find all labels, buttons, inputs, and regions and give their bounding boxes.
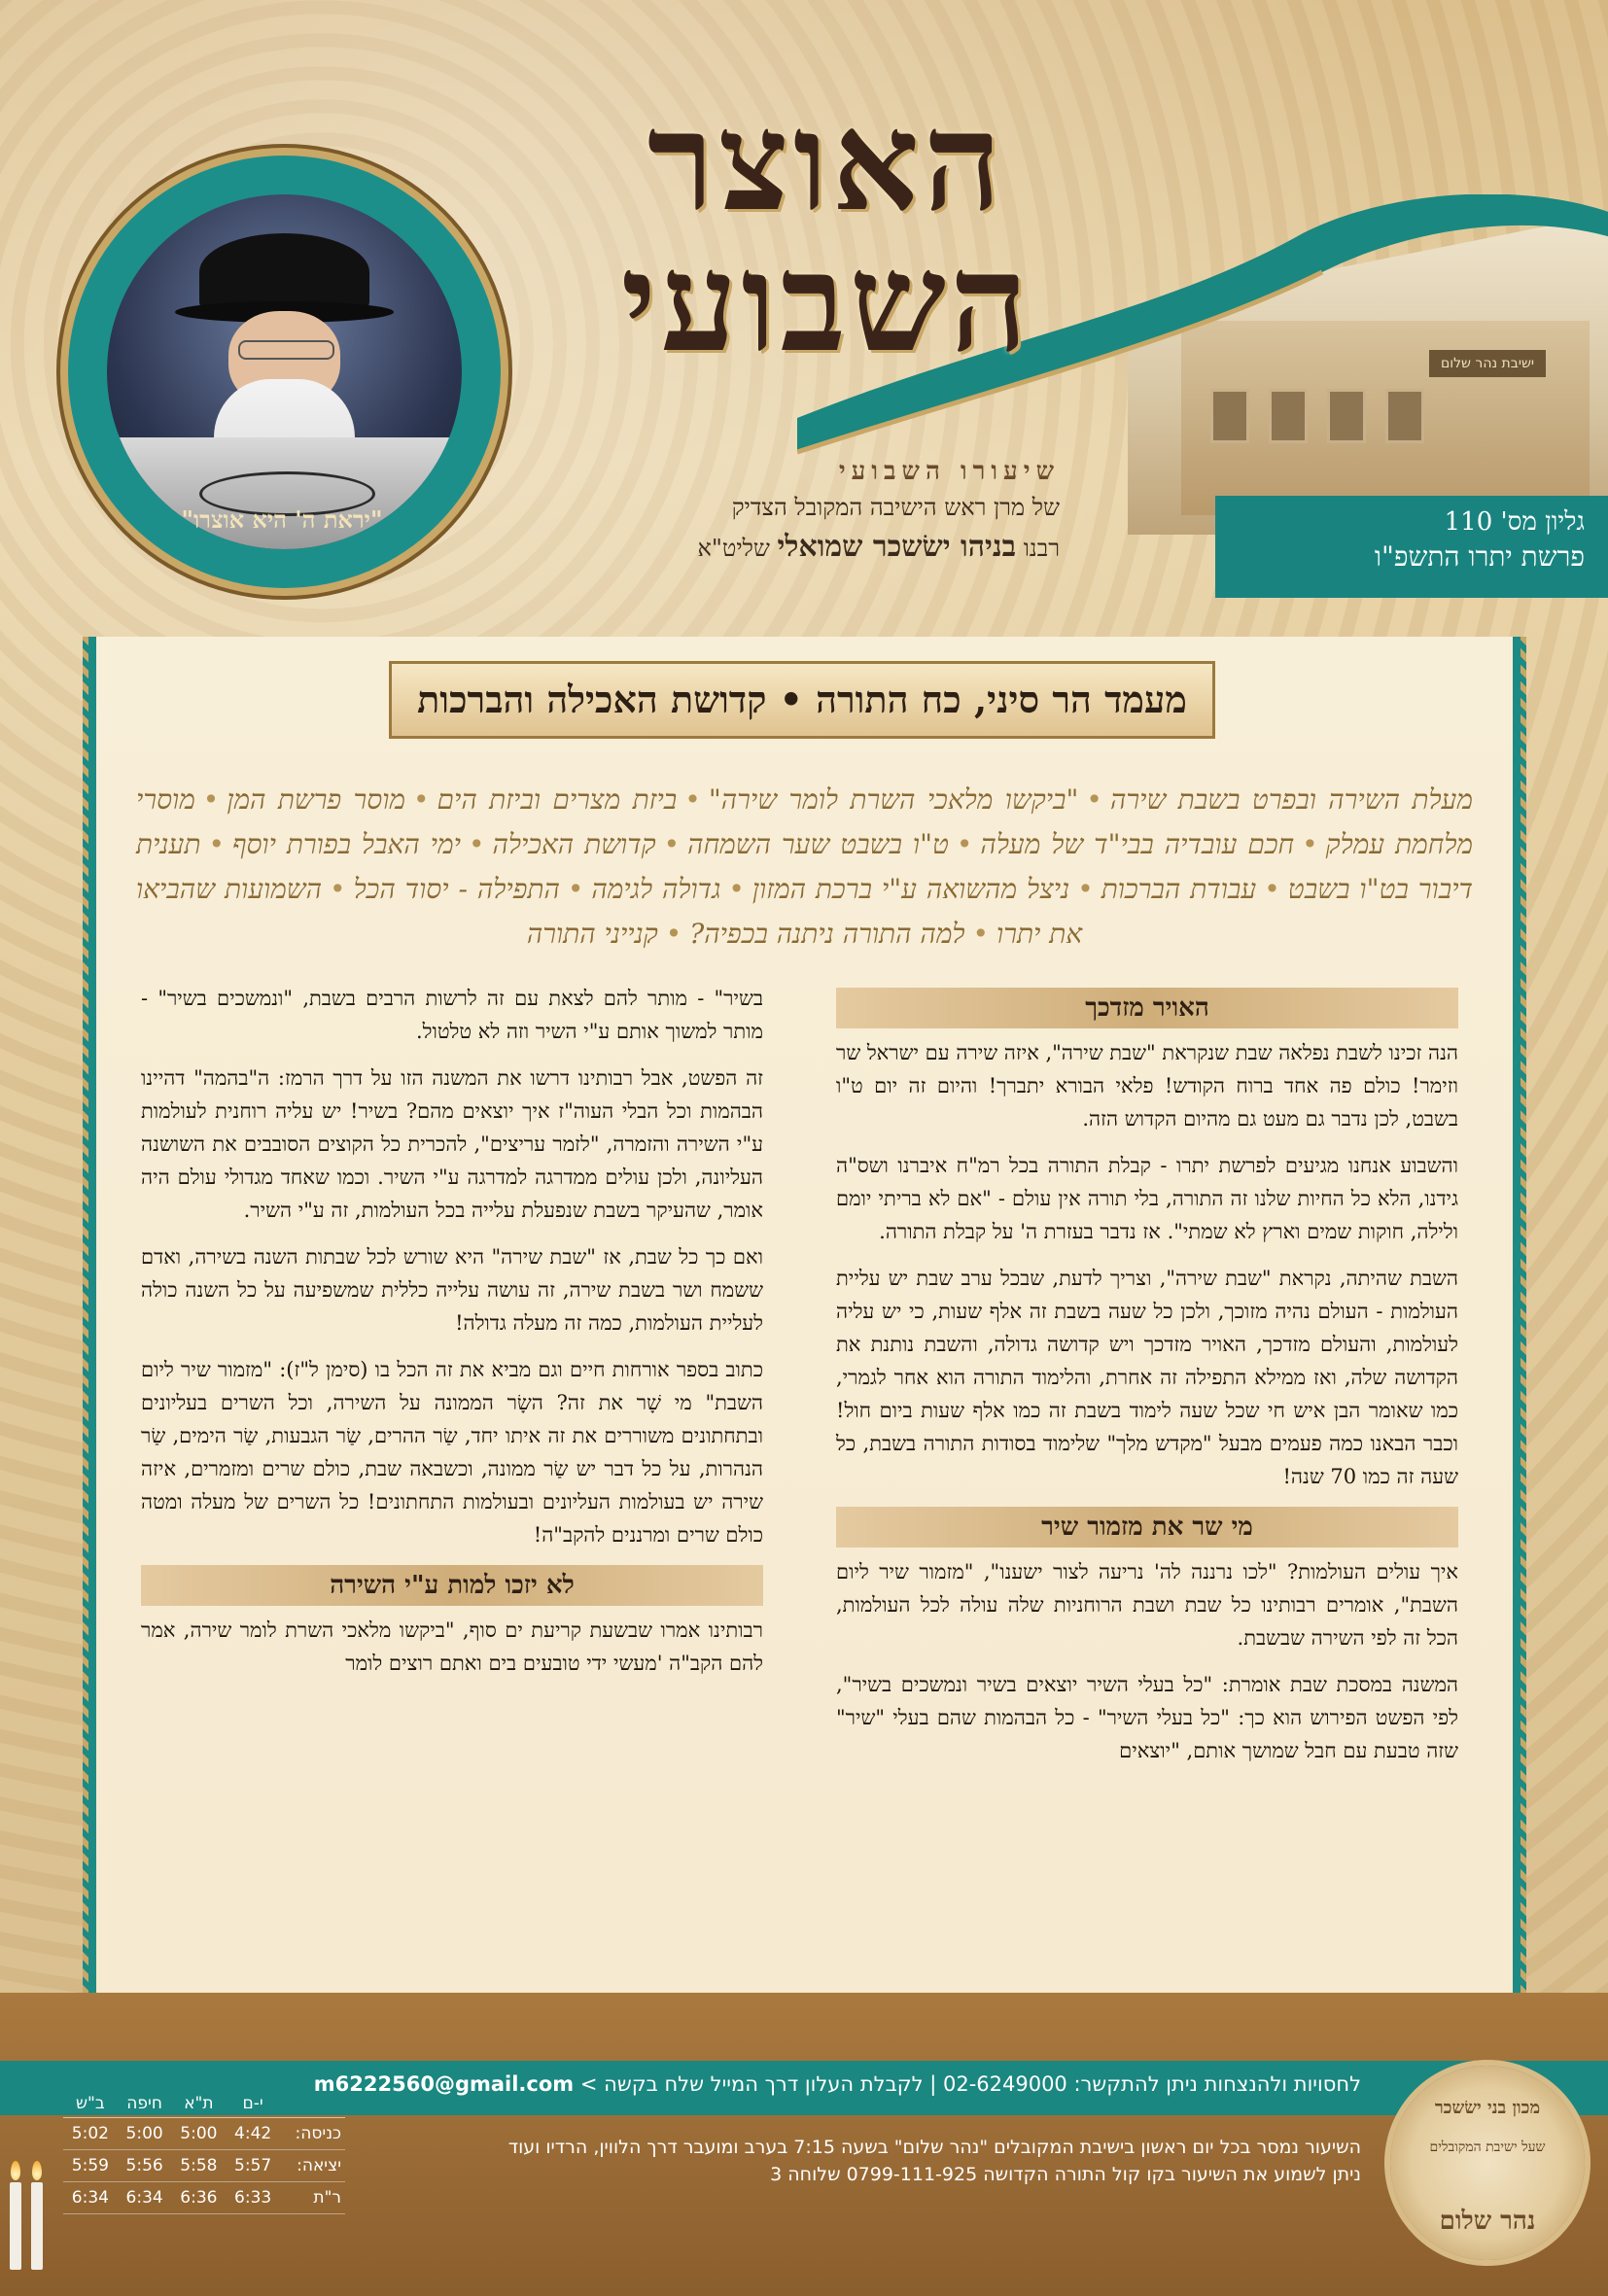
masthead-title <box>544 83 1108 383</box>
topic-item: קנייני התורה <box>526 918 658 950</box>
time-cell: 5:02 <box>63 2118 118 2150</box>
time-cell: 5:58 <box>172 2150 227 2182</box>
times-row-label: יציאה: <box>280 2150 345 2182</box>
topic-separator: • <box>208 828 225 860</box>
topic-item: ימי האבל בפורת יוסף <box>231 828 461 860</box>
section-heading: האויר מזדכך <box>836 988 1458 1028</box>
title-line-1: האוצר <box>647 83 1006 242</box>
rabbi-portrait-photo <box>107 194 462 549</box>
topic-separator: • <box>1264 873 1280 905</box>
seal-bottom-text: נהר שלום <box>1439 2207 1536 2236</box>
rabbi-prefix: רבנו <box>1023 535 1060 562</box>
flame-shape <box>32 2161 42 2180</box>
topic-separator: • <box>665 918 682 950</box>
paragraph: והשבוע אנחנו מגיעים לפרשת יתרו - קבלת התורה בכל רמ"ח איברנו ושס"ה גידנו, הלא כל החיות שלנו זה התורה, בלי תורה אין עולם - "אם לא בריתי יומם ולילה, חוקות שמים וארץ לא שמתי". אז נדבר בעזרת ה' על קבלת התורה. <box>836 1154 1458 1243</box>
section-heading: מי שר את מזמור שיר <box>836 1507 1458 1548</box>
paragraph: איך עולים העולמות? "לכו נרננה לה' נריעה לצור ישענו", "מזמור שיר ליום השבת", אומרים רבותינו כל שבת ושבת הרוחניות שלה עולה לכל העולמות, הכל זה לפי השירה שבשבת. <box>836 1560 1458 1650</box>
times-column-header: ת"א <box>172 2090 227 2118</box>
paragraph: ואם כך כל שבת, אז "שבת שירה" היא שורש לכל שבתות השנה בשירה, ואדם ששמח ושר בשבת שירה, זה עושה עלייה כללית שמשפיעה על כל השנה כולה לעליית העולמות, כמה זה מעלה גדולה! <box>141 1245 763 1335</box>
glasses-shape <box>238 340 334 360</box>
topic-item: ביזת מצרים וביזת הים <box>437 783 678 816</box>
footer-note-line-1: השיעור נמסר בכל יום ראשון בישיבת המקובלים "נהר שלום" בשעה 7:15 בערב ומועבר דרך הלווין, הרדיו ועוד <box>507 2137 1361 2158</box>
topic-item: גדולה לגימה <box>591 873 721 905</box>
shabbat-times-table <box>63 2090 345 2214</box>
subtitle-block <box>554 457 1060 564</box>
candle-shape <box>31 2182 43 2270</box>
topic-item: קדושת האכילה <box>492 828 656 860</box>
time-cell: 5:57 <box>226 2150 280 2182</box>
shabbat-candles-icon <box>0 2114 53 2289</box>
times-column-header: ב"ש <box>63 2090 118 2118</box>
times-row <box>63 2150 345 2182</box>
time-cell: 5:00 <box>118 2118 172 2150</box>
times-body <box>63 2118 345 2214</box>
time-cell: 4:42 <box>226 2118 280 2150</box>
topic-separator: • <box>468 828 485 860</box>
time-cell: 6:34 <box>118 2182 172 2214</box>
topic-separator: • <box>1086 783 1102 816</box>
rabbi-name: בניהו ישׂשכר שמואלי <box>777 530 1017 564</box>
topic-separator: • <box>567 873 584 905</box>
footer-note <box>350 2134 1361 2188</box>
issue-box <box>1215 496 1608 598</box>
rabbi-suffix: שליט"א <box>697 535 770 562</box>
topics-list <box>136 778 1473 957</box>
paragraph: בשיר" - מותר להם לצאת עם זה לרשות הרבים בשבת, "ונמשכים בשיר" - מותר למשוך אותם ע"י השיר וזה לא טלטול. <box>141 987 763 1043</box>
topic-separator: • <box>972 918 990 950</box>
topic-item: "ביקשו מלאכי השרת לומר שירה" <box>708 783 1079 816</box>
topic-item: עבודת הברכות <box>1101 873 1257 905</box>
time-cell: 6:33 <box>226 2182 280 2214</box>
topic-separator: • <box>1302 828 1318 860</box>
topic-separator: • <box>728 873 745 905</box>
subtitle-line-1: של מרן ראש הישיבה המקובל הצדיק <box>731 494 1060 521</box>
times-row <box>63 2118 345 2150</box>
parasha-name: פרשת יתרו התשפ"ו <box>1374 540 1585 573</box>
topic-item: ט"ו בשבט שער השמחה <box>687 828 949 860</box>
topic-separator: • <box>684 783 701 816</box>
topic-item: השמועות שהביאו את יתרו <box>136 873 1083 950</box>
topic-separator: • <box>330 873 346 905</box>
candle-shape <box>10 2182 21 2270</box>
topic-separator: • <box>1077 873 1094 905</box>
times-row-label: ר"ת <box>280 2182 345 2214</box>
topic-item: מוסר פרשת המן <box>227 783 405 816</box>
paragraph: השבת שהיתה, נקראת "שבת שירה", וצריך לדעת, שבכל ערב שבת יש עליית העולמות - העולם נהיה מזוכך, ולכן כל שעה בשבת זה אלף שעות, כי יש עליה לעולמות, והעולם מזדכך, האויר מזדכך ויש קדושה גדולה, והשבת נותנת את הקדושה שלה, ואז ממילא התפילה זה אחרת, והלימוד התורה הוא אחר לגמרי, כמו שאומר הבן איש חי שכל שעה לימוד בשבת זה כמו אלף שעות ביום חול! וכבר הבאנו כמה פעמים מבעל "מקדש מלך" שלימוד בסודות התורה בשבת, כל שעה זה כמו 70 שנה! <box>836 1267 1458 1488</box>
right-column <box>836 982 1458 1781</box>
topic-separator: • <box>202 783 220 816</box>
times-row-label: כניסה: <box>280 2118 345 2150</box>
contact-prefix: לחסויות ולהנצחות ניתן להתקשר: 02-6249000 | לקבלת העלון דרך המייל שלח בקשה > <box>579 2072 1361 2096</box>
topic-item: תענית דיבור בט"ו בשבט <box>136 828 1474 905</box>
topic-item: התפילה - יסוד הכל <box>353 873 560 905</box>
building-sign: ישיבת נהר שלום <box>1429 350 1546 377</box>
left-column <box>141 982 763 1693</box>
contact-text <box>292 2072 1361 2096</box>
hat-shape <box>199 233 369 311</box>
issue-number: גליון מס' 110 <box>1444 507 1585 537</box>
times-row <box>63 2182 345 2214</box>
times-header-row <box>63 2090 345 2118</box>
topic-separator: • <box>412 783 430 816</box>
subtitle-line-2 <box>554 530 1060 564</box>
topic-item: ניצל מהשואה ע"י ברכת המזון <box>752 873 1070 905</box>
paragraph: הנה זכינו לשבת נפלאה שבת שנקראת "שבת שירה", איזה שירה עם ישראל שר וזימר! כולם פה אחד ברוח הקודש! פלאי הבורא יתברך! והיום זה יום ט"ו בשבט, לכן נדבר גם מעט גם מהיום הקדוש הזה. <box>836 1041 1458 1131</box>
time-cell: 6:34 <box>63 2182 118 2214</box>
times-column-header <box>280 2090 345 2118</box>
contact-email-link[interactable]: m6222560@gmail.com <box>313 2072 575 2096</box>
paragraph: המשנה במסכת שבת אומרת: "כל בעלי השיר יוצאים בשיר ונמשכים בשיר", לפי הפשט הפירוש הוא כך: "כל בעלי השיר" - כל הבהמות שהם בעלי "שיר" שזה טבעת עם חבל שמושך אותם, "יוצאים <box>836 1673 1458 1762</box>
footer-note-line-2: ניתן לשמוע את השיעור בקו קול התורה הקדושה 0799-111-925 שלוחה 3 <box>770 2164 1361 2185</box>
main-title: מעמד הר סיני, כח התורה • קדושת האכילה והברכות <box>389 661 1215 739</box>
times-column-header: י-ם <box>226 2090 280 2118</box>
header <box>0 0 1608 622</box>
series-name: שיעורו השבועי <box>838 457 1060 486</box>
topic-separator: • <box>956 828 973 860</box>
flame-shape <box>11 2161 20 2180</box>
topic-item: למה התורה ניתנה בכפיה? <box>689 918 965 950</box>
topic-item: מוסרי מלחמת עמלק <box>136 783 1474 860</box>
paragraph: רבותינו אמרו שבשעת קריעת ים סוף, "ביקשו מלאכי השרת לומר שירה, אמר להם הקב"ה 'מעשי ידי טובעים בים ואתם רוצים לומר <box>141 1618 763 1675</box>
topic-item: מעלת השירה ובפרט בשבת שירה <box>1109 783 1474 816</box>
paragraph: זה הפשט, אבל רבותינו דרשו את המשנה הזו על דרך הרמז: ה"בהמה" דהיינו הבהמות וכל הבלי העוה"ז איך יוצאים מהם? בשיר! יש עליה רוחנית לעולמות ע"י השירה והזמרה, "לזמר עריצים", להכרית כל הקוצים הסובבים את השושנה העליונה, ולכן עולים ממדרגה למדרגה ע"י השיר. וכמו שאחד מגדולי עולם היה אומר, שהעיקר בשבת שנפעלת עלייה בכל העולמות, זה ע"י השיר. <box>141 1066 763 1222</box>
time-cell: 5:59 <box>63 2150 118 2182</box>
section-heading: לא יזכו למות ע"י השירה <box>141 1565 763 1606</box>
times-column-header: חיפה <box>118 2090 172 2118</box>
topic-item: חכם עובדיה בבי"ד של מעלה <box>980 828 1295 860</box>
seal-top-text: מכון בני ישׂשכר <box>1434 2098 1541 2118</box>
portrait-ring-text: "יראת ה' היא אוצרו" <box>181 505 383 534</box>
time-cell: 5:00 <box>172 2118 227 2150</box>
topic-separator: • <box>663 828 681 860</box>
paragraph: כתוב בספר אורחות חיים וגם מביא את זה הכל בו (סימן ל"ז): "מזמור שיר ליום השבת" מי שָׁר את זה? השָׂר הממונה על השירה, וכל השרים בעליונים ובתחתונים משוררים את זה איתו יחד, שַׂר ההרים, שַׂר הגבעות, שַׂר הימים, שַׂר הנהרות, על כל דבר יש שַׂר ממונה, וכשבאה שבת, כולם שרים ומזמרים, איזה שירה יש בעולמות העליונים ובעולמות התחתונים! כל השרים של מעלה ומטה כולם שרים ומרננים להקב"ה! <box>141 1358 763 1547</box>
time-cell: 6:36 <box>172 2182 227 2214</box>
seal-middle-text: שעל ישיבת המקובלים <box>1429 2139 1546 2155</box>
time-cell: 5:56 <box>118 2150 172 2182</box>
title-line-2: השבועי <box>620 224 1032 383</box>
